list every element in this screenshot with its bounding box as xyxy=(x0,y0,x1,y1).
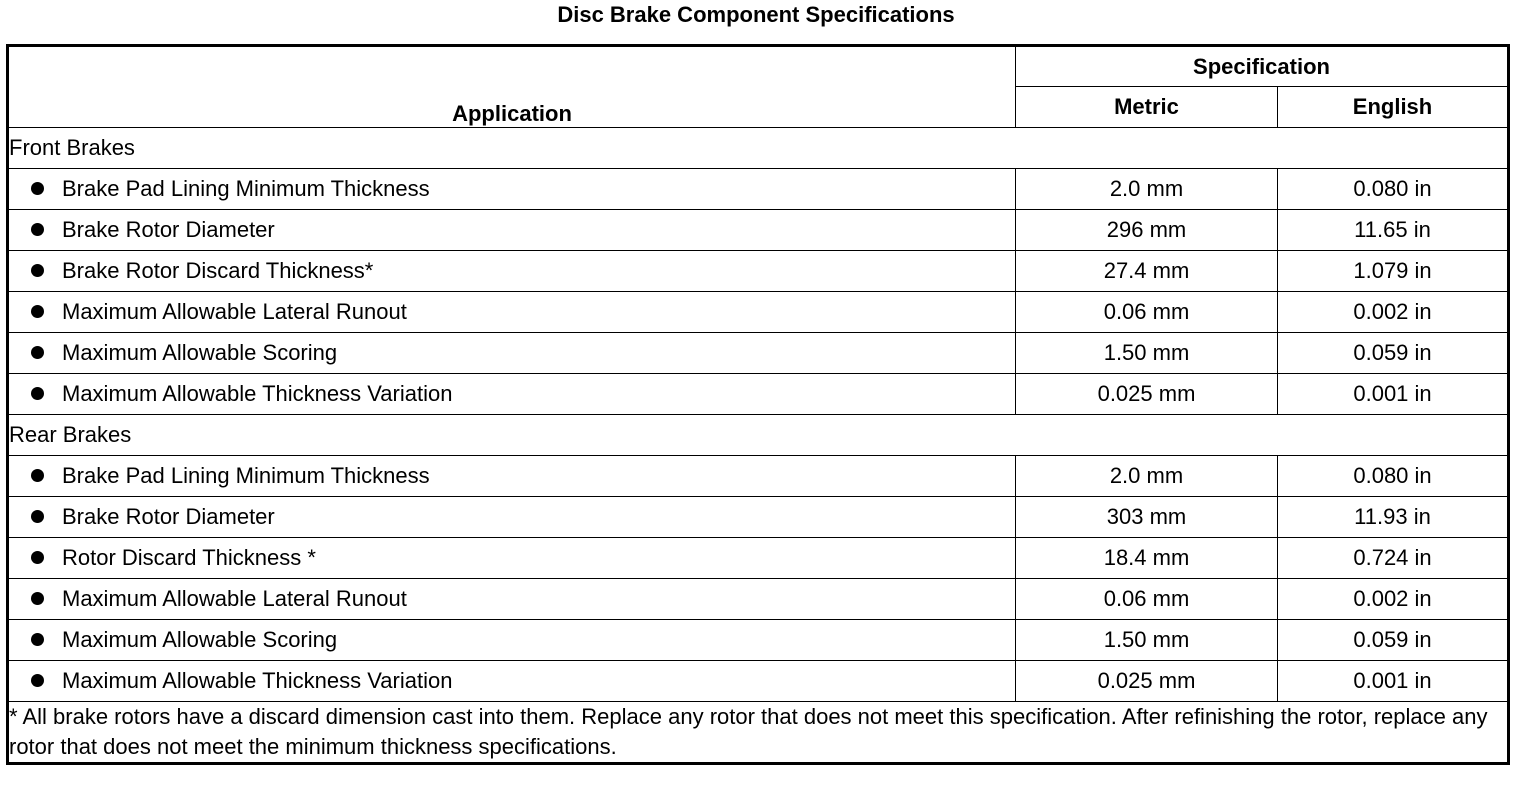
application-cell xyxy=(8,456,1016,497)
application-cell xyxy=(8,374,1016,415)
metric-value: 27.4 mm xyxy=(1016,251,1278,292)
application-cell xyxy=(8,210,1016,251)
application-label: Maximum Allowable Thickness Variation xyxy=(62,668,453,693)
metric-value: 2.0 mm xyxy=(1016,456,1278,497)
english-header: English xyxy=(1278,87,1509,128)
section-header-row xyxy=(8,128,1509,169)
table-row xyxy=(8,292,1509,333)
application-label: Maximum Allowable Lateral Runout xyxy=(62,586,407,611)
bullet-icon xyxy=(31,633,44,646)
application-cell xyxy=(8,538,1016,579)
metric-value: 0.025 mm xyxy=(1016,374,1278,415)
application-label: Rotor Discard Thickness * xyxy=(62,545,316,570)
english-value: 0.059 in xyxy=(1278,333,1509,374)
application-cell xyxy=(8,251,1016,292)
application-cell xyxy=(8,579,1016,620)
application-cell xyxy=(8,169,1016,210)
application-cell xyxy=(8,333,1016,374)
english-value: 0.002 in xyxy=(1278,292,1509,333)
metric-value: 0.06 mm xyxy=(1016,292,1278,333)
english-value: 0.001 in xyxy=(1278,661,1509,702)
table-row xyxy=(8,497,1509,538)
metric-header: Metric xyxy=(1016,87,1278,128)
bullet-icon xyxy=(31,674,44,687)
table-row xyxy=(8,538,1509,579)
english-value: 0.059 in xyxy=(1278,620,1509,661)
application-cell xyxy=(8,661,1016,702)
table-row xyxy=(8,169,1509,210)
table-row xyxy=(8,620,1509,661)
application-label: Maximum Allowable Scoring xyxy=(62,627,338,652)
metric-value: 303 mm xyxy=(1016,497,1278,538)
table-row xyxy=(8,374,1509,415)
application-cell xyxy=(8,620,1016,661)
english-value: 11.93 in xyxy=(1278,497,1509,538)
application-label: Brake Rotor Diameter xyxy=(62,217,275,242)
application-cell xyxy=(8,497,1016,538)
english-value: 0.080 in xyxy=(1278,456,1509,497)
specification-header: Specification xyxy=(1016,46,1509,87)
bullet-icon xyxy=(31,223,44,236)
bullet-icon xyxy=(31,182,44,195)
bullet-icon xyxy=(31,264,44,277)
application-cell xyxy=(8,292,1016,333)
application-label: Brake Pad Lining Minimum Thickness xyxy=(62,176,430,201)
bullet-icon xyxy=(31,510,44,523)
application-label: Maximum Allowable Lateral Runout xyxy=(62,299,407,324)
application-label: Brake Rotor Discard Thickness* xyxy=(62,258,374,283)
metric-value: 0.025 mm xyxy=(1016,661,1278,702)
english-value: 0.080 in xyxy=(1278,169,1509,210)
application-label: Brake Pad Lining Minimum Thickness xyxy=(62,463,430,488)
table-row xyxy=(8,251,1509,292)
bullet-icon xyxy=(31,387,44,400)
bullet-icon xyxy=(31,305,44,318)
application-label: Brake Rotor Diameter xyxy=(62,504,275,529)
specifications-table xyxy=(6,44,1510,765)
bullet-icon xyxy=(31,469,44,482)
table-row xyxy=(8,579,1509,620)
metric-value: 1.50 mm xyxy=(1016,333,1278,374)
section-header-row xyxy=(8,415,1509,456)
table-row xyxy=(8,456,1509,497)
english-value: 1.079 in xyxy=(1278,251,1509,292)
page-title: Disc Brake Component Specifications xyxy=(557,2,955,27)
english-value: 0.002 in xyxy=(1278,579,1509,620)
table-row xyxy=(8,210,1509,251)
bullet-icon xyxy=(31,592,44,605)
section-title: Rear Brakes xyxy=(8,415,1509,456)
bullet-icon xyxy=(31,346,44,359)
table-row xyxy=(8,661,1509,702)
table-row xyxy=(8,333,1509,374)
bullet-icon xyxy=(31,551,44,564)
section-title: Front Brakes xyxy=(8,128,1509,169)
english-value: 0.001 in xyxy=(1278,374,1509,415)
metric-value: 296 mm xyxy=(1016,210,1278,251)
table-body xyxy=(8,128,1509,702)
application-header: Application xyxy=(8,46,1016,128)
english-value: 11.65 in xyxy=(1278,210,1509,251)
metric-value: 18.4 mm xyxy=(1016,538,1278,579)
application-label: Maximum Allowable Scoring xyxy=(62,340,338,365)
application-label: Maximum Allowable Thickness Variation xyxy=(62,381,453,406)
english-value: 0.724 in xyxy=(1278,538,1509,579)
metric-value: 0.06 mm xyxy=(1016,579,1278,620)
metric-value: 1.50 mm xyxy=(1016,620,1278,661)
metric-value: 2.0 mm xyxy=(1016,169,1278,210)
footnote: * All brake rotors have a discard dimension cast into them. Replace any rotor that does not meet this specification. After refinishing the rotor, replace any rotor that does not meet the minimum thickness specifications. xyxy=(8,702,1509,764)
